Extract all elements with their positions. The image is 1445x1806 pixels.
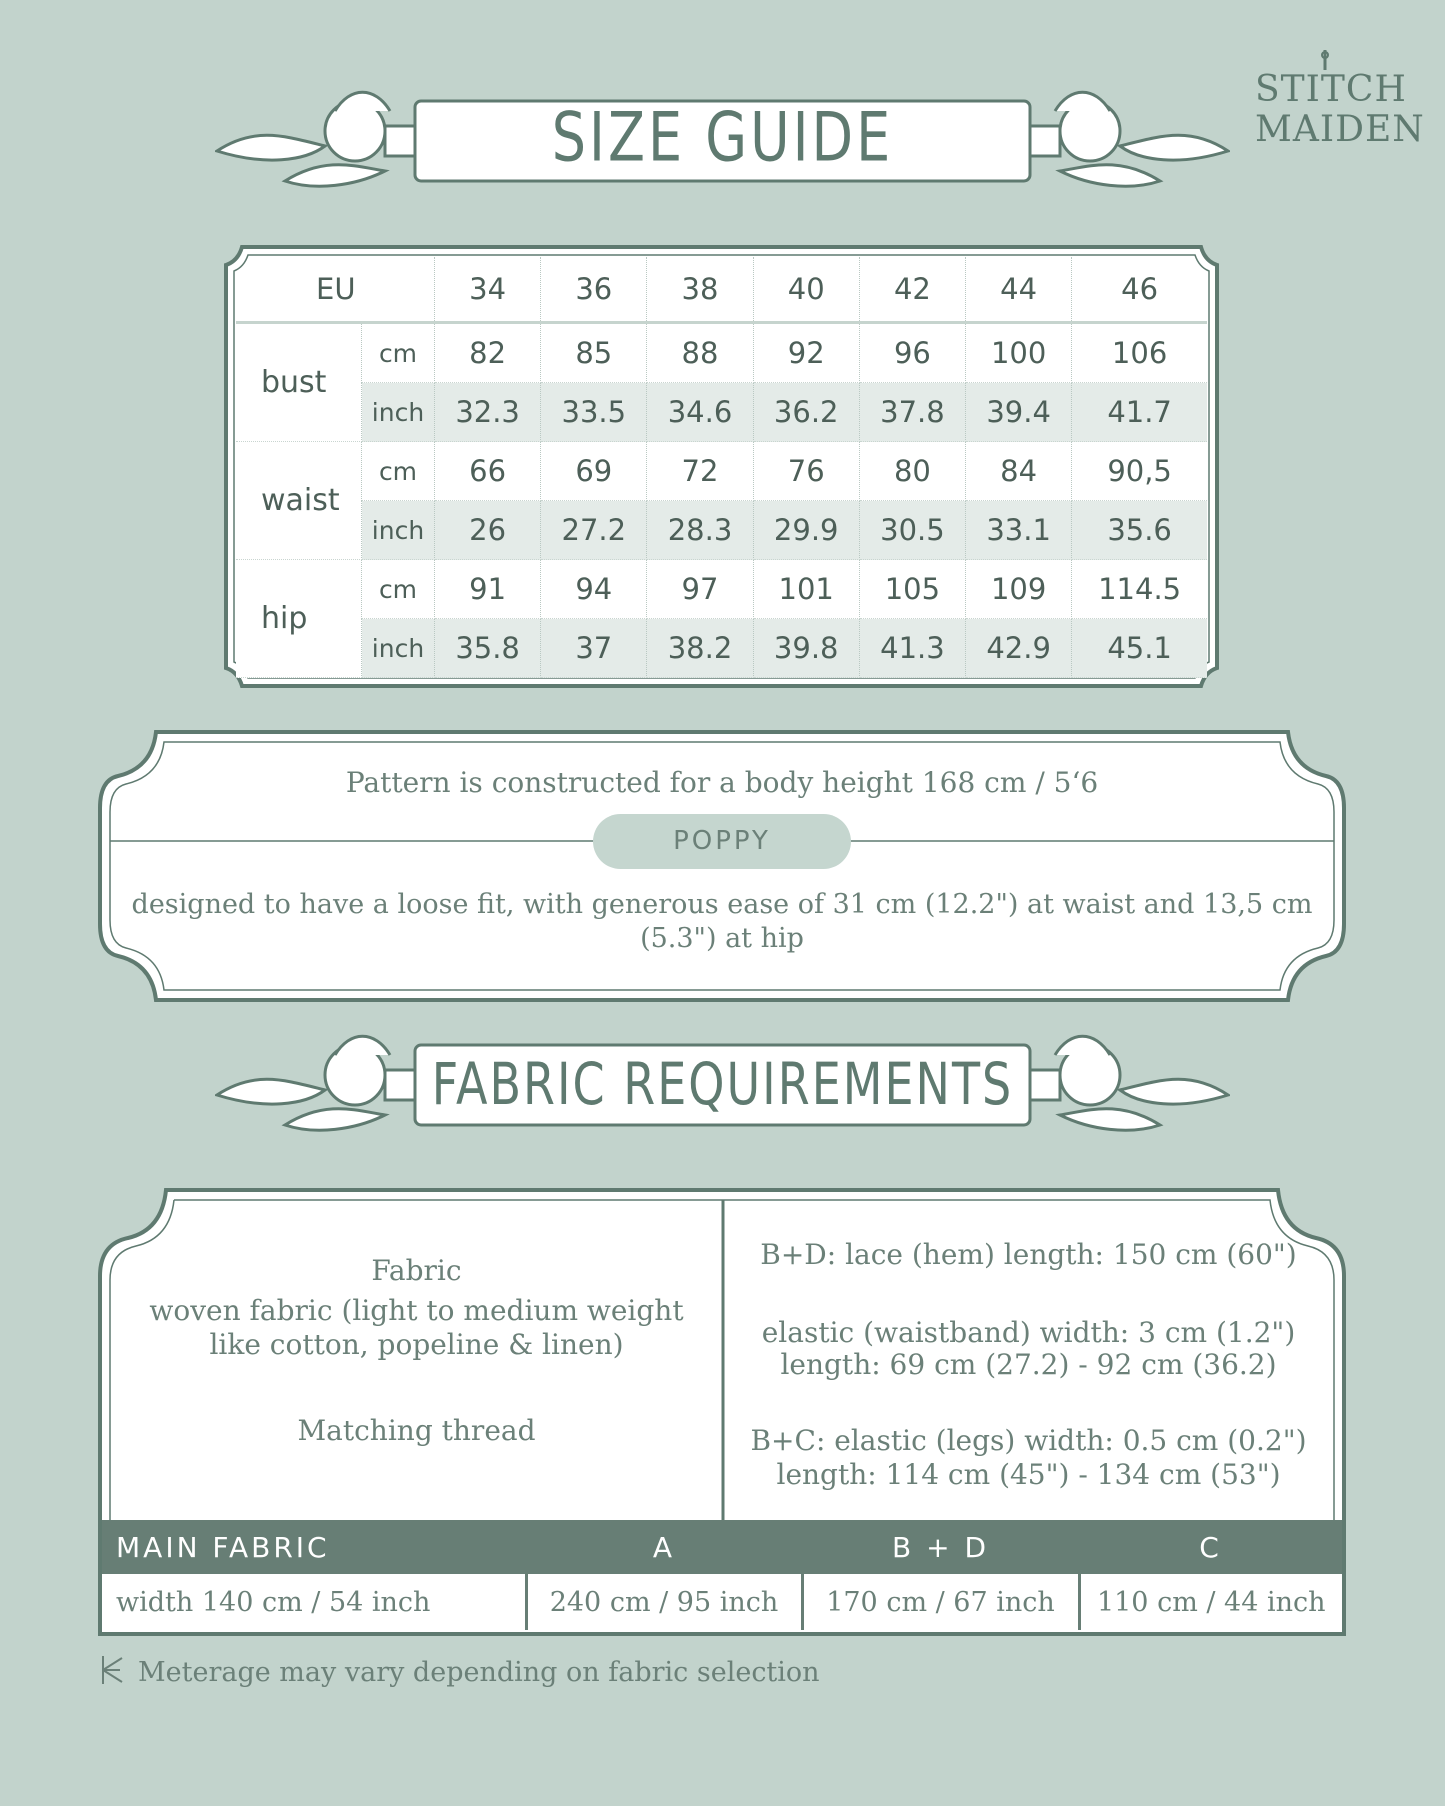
stitch-maiden-logo: [1255, 50, 1425, 160]
fabric-box: [96, 1186, 1348, 1638]
value-cell: 90,5: [1072, 442, 1207, 501]
value-cell: 91: [435, 560, 541, 619]
needle-icon: [1255, 50, 1395, 70]
value-cell: 41.3: [859, 619, 965, 678]
size-header-row: [236, 257, 1207, 323]
lace-requirement: B+D: lace (hem) length: 150 cm (60"): [760, 1238, 1297, 1271]
fit-description-line-1: designed to have a loose fit, with generous ease of 31 cm (12.2") at waist and 13,5 cm: [131, 889, 1313, 920]
measure-label-waist: waist: [236, 442, 362, 560]
logo-line-2: MAIDEN: [1255, 109, 1425, 150]
footnote-text: Meterage may vary depending on fabric selection: [138, 1657, 820, 1688]
elastic-waistband-line-1: elastic (waistband) width: 3 cm (1.2"): [761, 1316, 1296, 1349]
value-cell: 82: [435, 323, 541, 383]
view-c-amount: 110 cm / 44 inch: [1079, 1574, 1342, 1630]
view-b-d-amount: 170 cm / 67 inch: [802, 1574, 1079, 1630]
fabric-requirements-banner: [215, 1030, 1230, 1145]
size-table-frame: [222, 243, 1221, 690]
value-cell: 106: [1072, 323, 1207, 383]
header-view-c: C: [1079, 1520, 1342, 1574]
value-cell: 101: [753, 560, 859, 619]
header-main-fabric: MAIN FABRIC: [102, 1520, 526, 1574]
value-cell: 84: [966, 442, 1072, 501]
value-cell: 27.2: [541, 501, 647, 560]
size-cell: 40: [753, 257, 859, 323]
fabric-table-row: [102, 1574, 1342, 1630]
value-cell: 41.7: [1072, 383, 1207, 442]
matching-thread-text: Matching thread: [297, 1414, 536, 1447]
pattern-name-badge: POPPY: [593, 814, 851, 869]
unit-inch: inch: [362, 619, 435, 678]
unit-cm: cm: [362, 442, 435, 501]
waist-inch-row: [236, 501, 1207, 560]
fabric-table-header: [102, 1520, 1342, 1574]
value-cell: 32.3: [435, 383, 541, 442]
size-guide-banner: [215, 86, 1230, 201]
value-cell: 66: [435, 442, 541, 501]
main-fabric-table: [102, 1520, 1342, 1630]
value-cell: 72: [647, 442, 753, 501]
value-cell: 33.1: [966, 501, 1072, 560]
hip-inch-row: [236, 619, 1207, 678]
eu-label: EU: [236, 257, 435, 323]
size-cell: 36: [541, 257, 647, 323]
body-height-text: Pattern is constructed for a body height 168 cm / 5‘6: [345, 766, 1099, 799]
waist-cm-row: [236, 442, 1207, 501]
fabric-requirements-title: FABRIC REQUIREMENTS: [431, 1050, 1014, 1118]
elastic-legs-line-1: B+C: elastic (legs) width: 0.5 cm (0.2"): [750, 1424, 1307, 1457]
fabric-description-line-2: like cotton, popeline & linen): [209, 1328, 624, 1361]
value-cell: 76: [753, 442, 859, 501]
header-view-a: A: [526, 1520, 802, 1574]
value-cell: 35.8: [435, 619, 541, 678]
value-cell: 33.5: [541, 383, 647, 442]
value-cell: 109: [966, 560, 1072, 619]
fit-note-box: [96, 728, 1348, 1004]
value-cell: 94: [541, 560, 647, 619]
value-cell: 28.3: [647, 501, 753, 560]
fabric-description-line-1: woven fabric (light to medium weight: [149, 1294, 684, 1327]
value-cell: 42.9: [966, 619, 1072, 678]
value-cell: 26: [435, 501, 541, 560]
value-cell: 37.8: [859, 383, 965, 442]
unit-inch: inch: [362, 383, 435, 442]
value-cell: 39.8: [753, 619, 859, 678]
bust-inch-row: [236, 383, 1207, 442]
fabric-width-cell: width 140 cm / 54 inch: [102, 1574, 526, 1630]
value-cell: 114.5: [1072, 560, 1207, 619]
header-view-b-d: B + D: [802, 1520, 1079, 1574]
value-cell: 45.1: [1072, 619, 1207, 678]
value-cell: 92: [753, 323, 859, 383]
unit-cm: cm: [362, 560, 435, 619]
value-cell: 39.4: [966, 383, 1072, 442]
value-cell: 105: [859, 560, 965, 619]
size-cell: 44: [966, 257, 1072, 323]
hip-cm-row: [236, 560, 1207, 619]
logo-line-1: STITCH: [1255, 69, 1407, 110]
value-cell: 37: [541, 619, 647, 678]
measure-label-hip: hip: [236, 560, 362, 678]
value-cell: 100: [966, 323, 1072, 383]
size-table: [236, 257, 1207, 678]
bust-cm-row: [236, 323, 1207, 383]
value-cell: 88: [647, 323, 753, 383]
size-cell: 46: [1072, 257, 1207, 323]
value-cell: 34.6: [647, 383, 753, 442]
fit-description-line-2: (5.3") at hip: [640, 923, 804, 954]
unit-inch: inch: [362, 501, 435, 560]
value-cell: 36.2: [753, 383, 859, 442]
value-cell: 85: [541, 323, 647, 383]
needle-star-icon: [98, 1654, 124, 1693]
unit-cm: cm: [362, 323, 435, 383]
elastic-legs-line-2: length: 114 cm (45") - 134 cm (53"): [776, 1458, 1281, 1491]
value-cell: 80: [859, 442, 965, 501]
size-cell: 38: [647, 257, 753, 323]
value-cell: 38.2: [647, 619, 753, 678]
value-cell: 96: [859, 323, 965, 383]
meterage-footnote: [98, 1654, 820, 1694]
value-cell: 35.6: [1072, 501, 1207, 560]
measure-label-bust: bust: [236, 323, 362, 442]
value-cell: 97: [647, 560, 753, 619]
value-cell: 29.9: [753, 501, 859, 560]
value-cell: 30.5: [859, 501, 965, 560]
elastic-waistband-line-2: length: 69 cm (27.2) - 92 cm (36.2): [780, 1348, 1277, 1381]
view-a-amount: 240 cm / 95 inch: [526, 1574, 802, 1630]
size-cell: 34: [435, 257, 541, 323]
value-cell: 69: [541, 442, 647, 501]
fabric-heading: Fabric: [371, 1254, 462, 1287]
size-cell: 42: [859, 257, 965, 323]
size-guide-title: SIZE GUIDE: [551, 98, 894, 177]
